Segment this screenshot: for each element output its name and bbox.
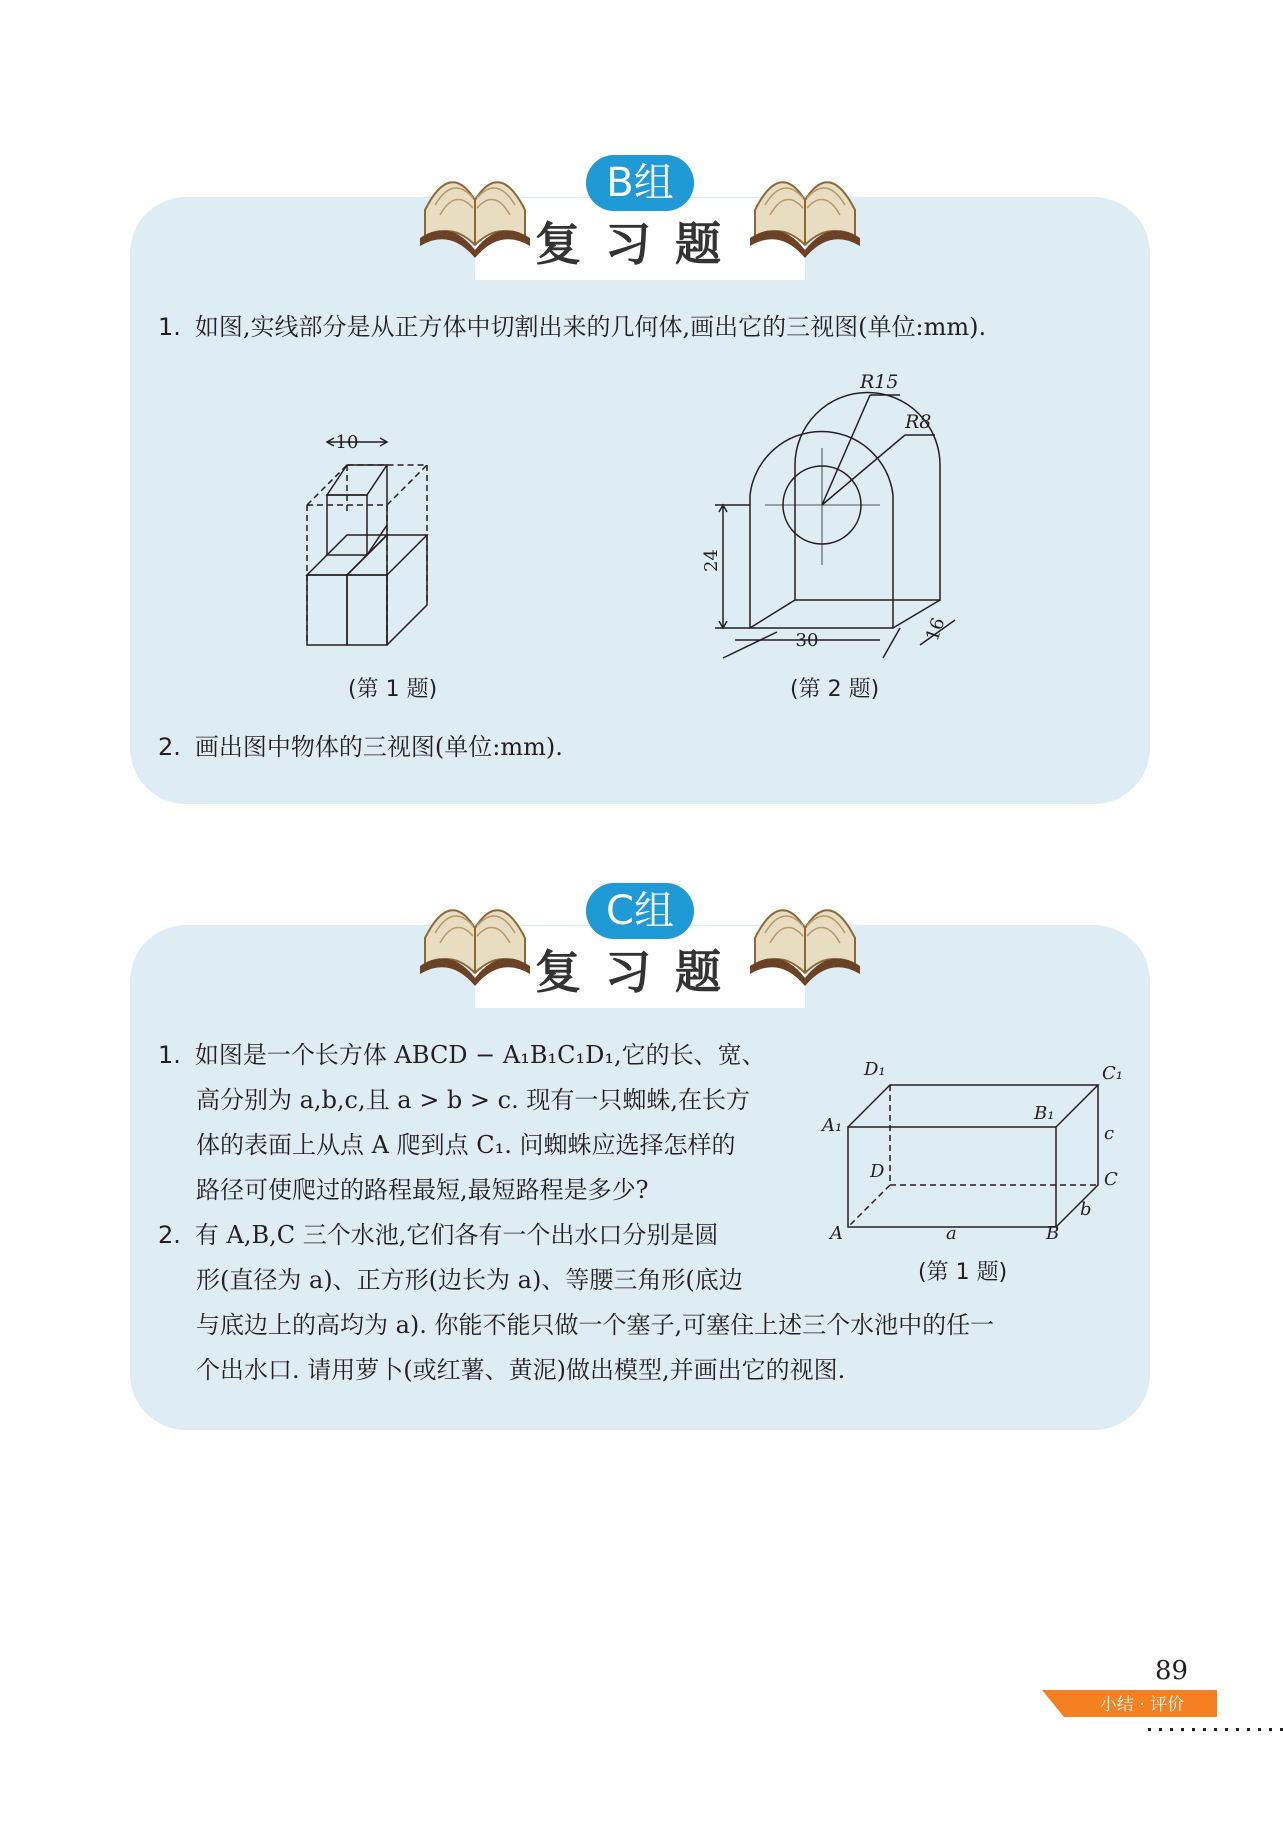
vertex-label: B	[1046, 1223, 1060, 1244]
figure-cuboid	[820, 1055, 1130, 1245]
figure-cut-cube	[290, 430, 510, 655]
page-number: 89	[1155, 1656, 1189, 1686]
vertex-label: C₁	[1102, 1063, 1123, 1084]
question-line: 高分别为 a,b,c,且 a > b > c. 现有一只蜘蛛,在长方	[196, 1086, 750, 1114]
section-title: 复习题	[535, 217, 745, 271]
edge-label: a	[946, 1223, 957, 1244]
width-label: 30	[795, 630, 819, 651]
figure-caption: (第 1 题)	[918, 1260, 1008, 1285]
question-line: 与底边上的高均为 a). 你能不能只做一个塞子,可塞住上述三个水池中的任一	[196, 1311, 995, 1339]
group-c-banner	[350, 868, 930, 1018]
question-b1	[158, 305, 986, 350]
edge-label: b	[1080, 1199, 1092, 1220]
group-label-pill: B组	[586, 155, 694, 211]
radius-outer-label: R15	[860, 371, 899, 393]
dimension-label: 10	[335, 432, 359, 453]
question-number: 1.	[158, 313, 181, 341]
vertex-label: B₁	[1034, 1103, 1055, 1124]
question-number: 2.	[158, 733, 181, 761]
edge-label: c	[1104, 1123, 1115, 1144]
radius-inner-label: R8	[905, 411, 932, 433]
question-number: 2.	[158, 1221, 181, 1249]
question-line: 个出水口. 请用萝卜(或红薯、黄泥)做出模型,并画出它的视图.	[196, 1356, 846, 1384]
figure-caption: (第 1 题)	[348, 677, 438, 702]
figure-bracket	[701, 370, 975, 651]
question-c1	[158, 1033, 808, 1213]
vertex-label: D₁	[864, 1059, 886, 1080]
group-b-banner	[350, 140, 930, 290]
question-text: 如图,实线部分是从正方体中切割出来的几何体,画出它的三视图(单位:mm).	[194, 313, 987, 341]
vertex-label: C	[1104, 1169, 1118, 1190]
question-text: 画出图中物体的三视图(单位:mm).	[194, 733, 563, 761]
question-line: 有 A,B,C 三个水池,它们各有一个出水口分别是圆	[194, 1221, 719, 1249]
section-title: 复习题	[535, 945, 745, 999]
group-label-pill: C组	[586, 883, 694, 939]
question-number: 1.	[158, 1041, 181, 1069]
vertex-label: A₁	[822, 1115, 843, 1136]
height-label: 24	[701, 549, 722, 572]
question-b2	[158, 725, 563, 770]
section-tag	[1042, 1690, 1217, 1717]
question-line: 如图是一个长方体 ABCD − A₁B₁C₁D₁,它的长、宽、	[194, 1041, 766, 1069]
question-line: 路径可使爬过的路程最短,最短路程是多少?	[196, 1176, 649, 1204]
depth-label: 16	[921, 615, 950, 644]
question-line: 体的表面上从点 A 爬到点 C₁. 问蜘蛛应选择怎样的	[196, 1131, 736, 1159]
section-tag-label: 小结 · 评价	[1099, 1695, 1185, 1715]
figure-caption: (第 2 题)	[790, 677, 880, 702]
vertex-label: A	[830, 1223, 843, 1244]
dotted-rule	[1148, 1728, 1283, 1731]
question-line: 形(直径为 a)、正方形(边长为 a)、等腰三角形(底边	[196, 1266, 743, 1294]
vertex-label: D	[870, 1161, 885, 1182]
